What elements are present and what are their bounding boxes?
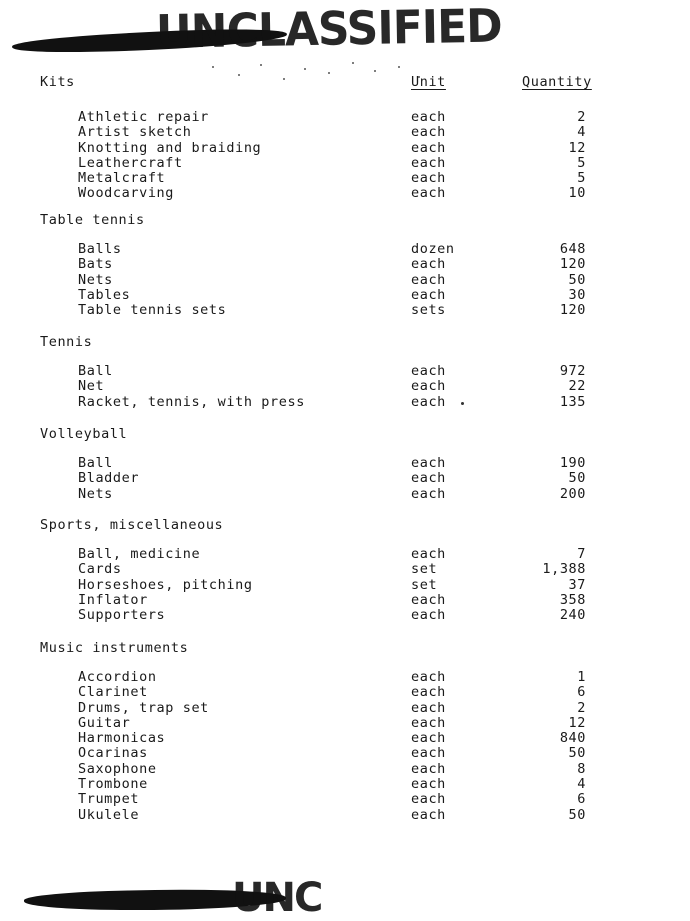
header-unit: Unit xyxy=(411,74,446,90)
row-unit: each xyxy=(411,109,446,125)
row-item: Tables xyxy=(78,286,131,303)
row-item: Ball xyxy=(78,363,113,379)
row-unit: each xyxy=(411,185,446,202)
row-qty: 1 xyxy=(577,669,586,685)
row-qty: 50 xyxy=(568,470,586,487)
list-item xyxy=(0,808,690,823)
list-item xyxy=(0,471,690,486)
row-unit: each xyxy=(411,760,446,777)
row-qty: 120 xyxy=(559,302,586,319)
row-qty: 50 xyxy=(568,745,586,762)
row-unit: each xyxy=(411,154,446,171)
section-rows xyxy=(0,110,690,202)
row-unit: each xyxy=(411,286,446,303)
row-unit: each xyxy=(411,124,446,141)
list-item xyxy=(0,716,690,731)
row-unit: each xyxy=(411,684,446,701)
section-rows xyxy=(0,456,690,502)
row-qty: 200 xyxy=(559,485,586,502)
row-item: Table tennis sets xyxy=(78,302,227,319)
list-item xyxy=(0,242,690,257)
list-item xyxy=(0,156,690,171)
row-qty: 12 xyxy=(568,139,586,156)
header-category: Kits xyxy=(40,74,75,90)
list-item xyxy=(0,125,690,140)
row-item: Nets xyxy=(78,485,113,502)
list-item xyxy=(0,762,690,777)
section-title: Tennis xyxy=(40,334,93,350)
row-qty: 22 xyxy=(568,378,586,395)
row-item: Knotting and braiding xyxy=(78,139,262,156)
list-item xyxy=(0,670,690,685)
row-item: Artist sketch xyxy=(78,124,192,141)
row-unit: each xyxy=(411,139,446,156)
list-item xyxy=(0,303,690,318)
row-unit: dozen xyxy=(411,241,455,257)
row-qty: 2 xyxy=(577,109,586,125)
row-item: Ukulele xyxy=(78,806,140,823)
classification-stamp-top-text: UNCLASSIFIED xyxy=(155,0,503,60)
row-qty: 5 xyxy=(577,154,586,171)
row-item: Racket, tennis, with press xyxy=(78,393,305,410)
stray-mark xyxy=(461,402,464,405)
row-item: Balls xyxy=(78,241,122,257)
row-qty: 5 xyxy=(577,170,586,187)
row-qty: 12 xyxy=(568,714,586,731)
row-qty: 358 xyxy=(559,591,586,608)
row-unit: each xyxy=(411,170,446,187)
row-unit: each xyxy=(411,393,446,410)
list-item xyxy=(0,395,690,410)
row-qty: 135 xyxy=(559,393,586,410)
list-item xyxy=(0,364,690,379)
row-unit: each xyxy=(411,806,446,823)
list-item xyxy=(0,257,690,272)
row-qty: 10 xyxy=(568,185,586,202)
list-item xyxy=(0,578,690,593)
row-item: Harmonicas xyxy=(78,730,166,747)
list-item xyxy=(0,701,690,716)
classification-stamp-bottom xyxy=(20,872,480,920)
list-item xyxy=(0,562,690,577)
row-unit: sets xyxy=(411,302,446,319)
row-item: Bladder xyxy=(78,470,140,487)
row-item: Ball, medicine xyxy=(78,546,201,562)
row-item: Accordion xyxy=(78,669,157,685)
row-item: Leathercraft xyxy=(78,154,183,171)
list-item xyxy=(0,777,690,792)
row-item: Ocarinas xyxy=(78,745,148,762)
row-qty: 50 xyxy=(568,271,586,288)
stamp-specks xyxy=(208,60,428,90)
row-unit: each xyxy=(411,363,446,379)
list-item xyxy=(0,792,690,807)
section-rows xyxy=(0,242,690,318)
list-item xyxy=(0,746,690,761)
section-title: Music instruments xyxy=(40,640,189,656)
row-unit: each xyxy=(411,256,446,273)
list-item xyxy=(0,141,690,156)
row-unit: each xyxy=(411,546,446,562)
row-unit: each xyxy=(411,455,446,471)
row-qty: 7 xyxy=(577,546,586,562)
list-item xyxy=(0,273,690,288)
list-item xyxy=(0,487,690,502)
row-unit: each xyxy=(411,470,446,487)
row-item: Cards xyxy=(78,561,122,578)
row-unit: each xyxy=(411,791,446,808)
row-qty: 37 xyxy=(568,576,586,593)
header-quantity: Quantity xyxy=(522,74,592,90)
row-qty: 972 xyxy=(559,363,586,379)
row-qty: 120 xyxy=(559,256,586,273)
list-item xyxy=(0,608,690,623)
row-item: Clarinet xyxy=(78,684,148,701)
row-unit: each xyxy=(411,669,446,685)
row-qty: 2 xyxy=(577,699,586,716)
row-item: Ball xyxy=(78,455,113,471)
list-item xyxy=(0,110,690,125)
list-item xyxy=(0,171,690,186)
row-item: Inflator xyxy=(78,591,148,608)
list-item xyxy=(0,456,690,471)
row-unit: each xyxy=(411,271,446,288)
row-qty: 1,388 xyxy=(542,561,586,578)
row-qty: 4 xyxy=(577,776,586,793)
row-unit: set xyxy=(411,561,438,578)
row-item: Nets xyxy=(78,271,113,288)
list-item xyxy=(0,731,690,746)
row-item: Woodcarving xyxy=(78,185,175,202)
row-qty: 6 xyxy=(577,684,586,701)
list-item xyxy=(0,379,690,394)
row-unit: each xyxy=(411,776,446,793)
row-unit: set xyxy=(411,576,438,593)
row-qty: 190 xyxy=(559,455,586,471)
section-rows xyxy=(0,547,690,623)
row-item: Athletic repair xyxy=(78,109,209,125)
list-item xyxy=(0,593,690,608)
row-qty: 8 xyxy=(577,760,586,777)
section-title: Sports, miscellaneous xyxy=(40,517,224,533)
section-title: Volleyball xyxy=(40,426,128,442)
row-item: Supporters xyxy=(78,607,166,624)
row-qty: 840 xyxy=(559,730,586,747)
row-item: Drums, trap set xyxy=(78,699,209,716)
row-qty: 30 xyxy=(568,286,586,303)
row-qty: 4 xyxy=(577,124,586,141)
row-unit: each xyxy=(411,730,446,747)
list-item xyxy=(0,186,690,201)
row-unit: each xyxy=(411,378,446,395)
row-item: Horseshoes, pitching xyxy=(78,576,253,593)
row-item: Trumpet xyxy=(78,791,140,808)
row-qty: 50 xyxy=(568,806,586,823)
list-item xyxy=(0,288,690,303)
row-unit: each xyxy=(411,699,446,716)
row-unit: each xyxy=(411,485,446,502)
row-item: Guitar xyxy=(78,714,131,731)
row-item: Saxophone xyxy=(78,760,157,777)
row-qty: 648 xyxy=(559,241,586,257)
row-item: Net xyxy=(78,378,105,395)
list-item xyxy=(0,685,690,700)
row-item: Trombone xyxy=(78,776,148,793)
row-unit: each xyxy=(411,714,446,731)
row-unit: each xyxy=(411,745,446,762)
row-qty: 240 xyxy=(559,607,586,624)
list-item xyxy=(0,547,690,562)
section-title: Table tennis xyxy=(40,212,145,228)
section-rows xyxy=(0,670,690,823)
row-item: Metalcraft xyxy=(78,170,166,187)
row-qty: 6 xyxy=(577,791,586,808)
classification-stamp-bottom-text: UNC xyxy=(232,875,322,921)
row-unit: each xyxy=(411,607,446,624)
row-item: Bats xyxy=(78,256,113,273)
row-unit: each xyxy=(411,591,446,608)
section-rows xyxy=(0,364,690,410)
